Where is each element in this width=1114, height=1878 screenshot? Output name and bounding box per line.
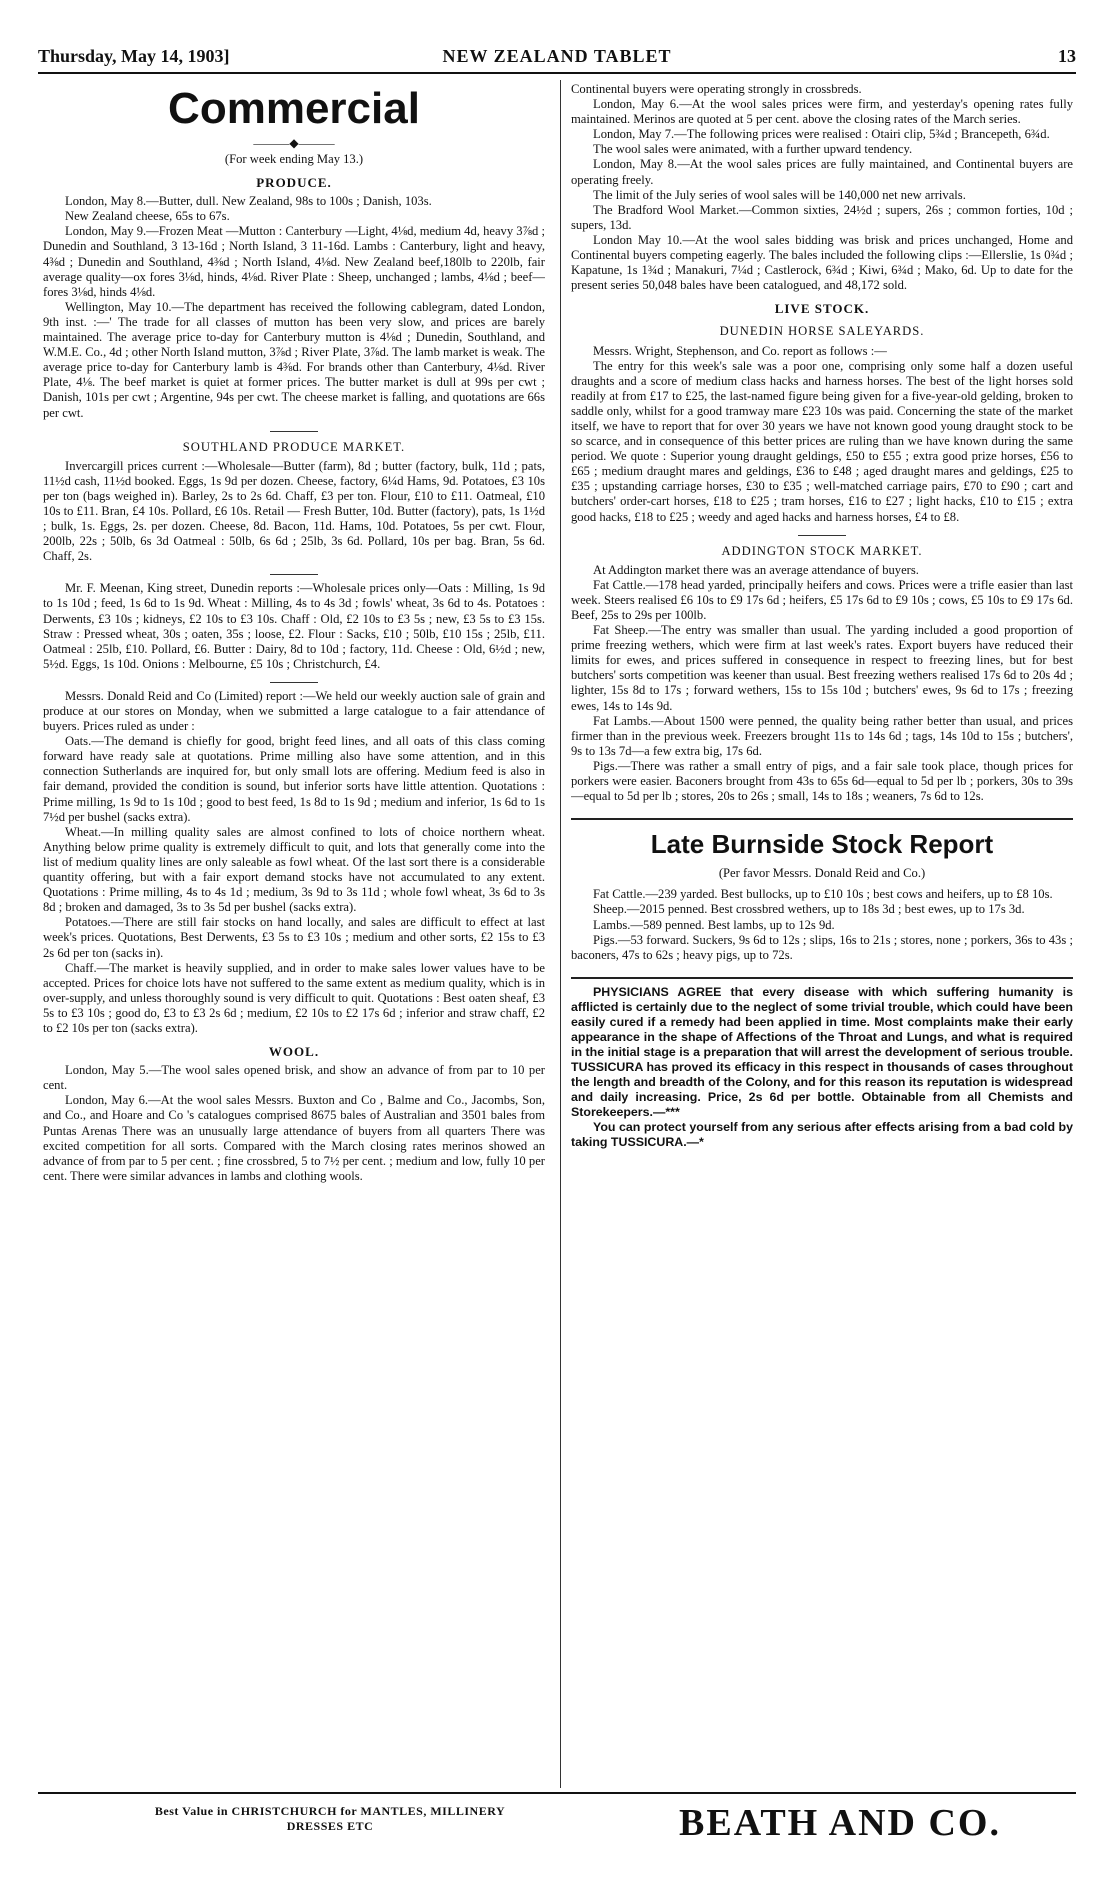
footer-advertisement: [0, 1800, 1114, 1846]
right-column: [571, 82, 1073, 1792]
produce-paragraph: Wellington, May 10.—The department has received the following cablegram, dated London, 9th inst. :—' The trade for all classes of mutton has been very slow, and prices are barely maintained. The average price to-day for Canterbury mutton is 4⅛d ; Dunedin, Southland, and W.M.E. Co., 4d ; other North Island mutton, 3⅞d ; River Plate, 3⅞d. The lamb market is weak. The average price to-day for Canterbury lamb is 4⅜d. For brands other than Canterbury, 4⅛d. River Plate, 4⅛. The beef market is quiet at former prices. The butter market is dull at 99s per cwt ; Danish, 101s per cwt ; Argentine, 94s per cwt. The cheese market is falling, and quotations are 66s per cwt.: [43, 299, 545, 420]
tussicura-advertisement: [571, 977, 1073, 1150]
column-divider: [560, 80, 561, 1788]
wool-paragraph: London, May 5.—The wool sales opened brisk, and show an advance of from par to 10 per cent.: [43, 1063, 545, 1093]
burnside-report-box: [571, 818, 1073, 963]
wool-continued-paragraph: London May 10.—At the wool sales bidding was brisk and prices unchanged, Home and Continental buyers competing eagerly. The bales included the following clips :—Ellerslie, 1s 0¾d ; Kapatune, 1s 1¾d ; Manakuri, 7¼d ; Castlerock, 6¾d ; Kiwi, 6¾d ; Mako, 6d. Up to date for the present series 50,048 bales have been catalogued, and 48,172 sold.: [571, 232, 1073, 293]
produce-paragraph: London, May 9.—Frozen Meat —Mutton : Canterbury —Light, 4⅛d, medium 4d, heavy 3⅞d ; Dunedin and Southland, 3 13-16d ; North Island, 3 11-16d. Lambs : Canterbury, light and heavy, 4⅜d ; Dunedin and Southland, 4⅜d ; North Island, 4⅛d. New Zealand beef,180lb to 220lb, fair average quality—ox fores 3⅛d, hinds, 4⅛d. River Plate : Sheep, unchanged ; lambs, 4⅛d ; beef—fores 3⅛d, hinds 4⅛d.: [43, 224, 545, 299]
reid-paragraph: Oats.—The demand is chiefly for good, bright feed lines, and all oats of this class coming forward have ready sale at quotations. Prime milling also have some attention, and in this connection Sutherlands are inquired for, but only small lots are offering. Medium feed is also in fair demand, provided the condition is sound, but inferior sorts have little attention. Quotations : Prime milling, 1s 9d to 1s 10d ; good to best feed, 1s 8d to 1s 9d ; medium and inferior, 1s 6d to 1s 7½d per bushel (sacks extra).: [43, 734, 545, 824]
produce-heading: PRODUCE.: [256, 175, 332, 191]
section-subtitle: (For week ending May 13.): [224, 152, 364, 166]
produce-paragraph: London, May 8.—Butter, dull. New Zealand, 98s to 100s ; Danish, 103s.: [65, 194, 432, 209]
short-rule: [270, 431, 318, 432]
ornament-divider: ———◆———: [253, 136, 335, 150]
reid-paragraph: Messrs. Donald Reid and Co (Limited) report :—We held our weekly auction sale of grain and produce at our stores on Monday, when we submitted a large catalogue to a fair attendance of buyers. Prices ruled as under :: [43, 688, 545, 734]
header-date: Thursday, May 14, 1903]: [38, 46, 230, 66]
advert-paragraph: PHYSICIANS AGREE that every disease with which suffering humanity is afflicted is certainly due to the neglect of some trivial trouble, which could have been easily cured if a remedy had been applied in time. Most complaints make their early appearance in the shape of Affections of the Throat and Lungs, and what is required in the initial stage is a preparation that will arrest the development of serious trouble. TUSSICURA has proved its efficacy in this respect in thousands of cases throughout the length and breadth of the Colony, and for this reason its reputation is widespread and daily increasing. Price, 2s 6d per bottle. Obtainable from all Chemists and Storekeepers.—***: [571, 984, 1073, 1119]
southland-heading: SOUTHLAND PRODUCE MARKET.: [182, 439, 406, 454]
addington-paragraph: Pigs.—There was rather a small entry of pigs, and a fair sale took place, though prices for porkers were easier. Baconers brought from 43s to 65s 6d—equal to 5d per lb ; porkers, 30s to 39s—equal to 5d per lb ; stores, 20s to 26s ; small, 14s to 18s ; weaners, 7s 6d to 12s.: [571, 758, 1073, 804]
wool-continued-paragraph: London, May 8.—At the wool sales prices are fully maintained, and Continental buyers are operating freely.: [571, 157, 1073, 187]
advert-paragraph: You can protect yourself from any serious after effects arising from a bad cold by taking TUSSICURA.—*: [571, 1119, 1073, 1149]
wool-continued-paragraph: London, May 6.—At the wool sales prices were firm, and yesterday's opening rates fully maintained. Merinos are quoted at 5 per cent. above the closing rates of the March series.: [571, 97, 1073, 127]
southland-paragraph: Invercargill prices current :—Wholesale—Butter (farm), 8d ; butter (factory, bulk, 11d ; pats, 11½d cash, 11½d booked. Eggs, 1s 9d per dozen. Cheese, factory, 6¼d Hams, 9d. Potatoes, £3 10s per ton (bags weighed in). Barley, 2s to 2s 6d. Chaff, £3 per ton. Flour, £10 to £11. Oatmeal, £10 10s to £11. Bran, £4 10s. Pollard, £6 10s. Retail — Fresh Butter, 10d. Butter (factory), pats, 1s 1½d ; bulk, 1s. Eggs, 2s. per dozen. Cheese, 8d. Bacon, 11d. Hams, 10d. Potatoes, 5s per cwt. Flour, 200lb, 22s ; 50lb, 6s 3d Oatmeal : 50lb, 6s 6d ; 25lb, 3s 6d. Pollard, 10s per bag. Bran, 5s 6d. Chaff, 2s.: [43, 458, 545, 564]
short-rule: [270, 574, 318, 575]
footer-left-line: DRESSES ETC: [286, 1819, 374, 1833]
addington-heading: ADDINGTON STOCK MARKET.: [721, 543, 923, 558]
section-title: Commercial: [168, 84, 420, 133]
footer-brand: BEATH AND CO.: [679, 1802, 1001, 1844]
burnside-credit: (Per favor Messrs. Donald Reid and Co.): [718, 866, 926, 881]
burnside-paragraph: Sheep.—2015 penned. Best crossbred wethers, up to 18s 3d ; best ewes, up to 17s 3d.: [593, 902, 1025, 917]
wool-continued-paragraph: London, May 7.—The following prices were realised : Otairi clip, 5¾d ; Brancepeth, 6¾d.: [593, 127, 1050, 142]
addington-paragraph: Fat Lambs.—About 1500 were penned, the quality being rather better than usual, and prices firmer than in the previous week. Freezers brought 11s to 14s 6d ; tags, 14s 10d to 15s ; butchers', 9s to 13s 7d—a few extra big, 17s 6d.: [571, 713, 1073, 758]
dunedin-heading: DUNEDIN HORSE SALEYARDS.: [719, 324, 925, 339]
burnside-paragraph: Fat Cattle.—239 yarded. Best bullocks, up to £10 10s ; best cows and heifers, up to £8 10s.: [593, 887, 1053, 902]
addington-paragraph: Fat Cattle.—178 head yarded, principally heifers and cows. Prices were a trifle easier than last week. Steers realised £6 10s to £9 17s 6d ; heifers, £5 17s 6d to £9 10s ; cows, £5 10s to £9 17s 6d. Beef, 25s to 29s per 100lb.: [571, 577, 1073, 622]
dunedin-paragraph: The entry for this week's sale was a poor one, comprising only some half a dozen useful draughts and a score of medium class hacks and harness horses. The best of the light horses sold readily at from £17 to £25, the last-named figure being given for a five-year-old gelding, broken to saddle only, whilst for a good tramway mare £23 10s was paid. Concerning the state of the market itself, we have to report that for over 30 years we have not known good young draught stock to be so scarce, and in consequence of this better prices are ruling than we have known during the same period. We quote : Superior young draught geldings, £50 to £55 ; extra good prize horses, £56 to £65 ; medium draught mares and geldings, £36 to £48 ; aged draught mares and geldings, £25 to £35 ; upstanding carriage horses, £30 to £35 ; well-matched carriage pairs, £70 to £90 ; cart and butchers' order-cart horses, £18 to £25 ; tram horses, £16 to £27 ; light hacks, £10 to £15 ; extra good hacks, £18 to £25 ; weedy and aged hacks and harness horses, £4 to £8.: [571, 358, 1073, 524]
produce-paragraph: New Zealand cheese, 65s to 67s.: [65, 209, 230, 224]
left-column: [43, 82, 545, 1788]
burnside-paragraph: Lambs.—589 penned. Best lambs, up to 12s 9d.: [593, 917, 835, 932]
header-rule: [38, 72, 1076, 74]
wool-heading: WOOL.: [268, 1044, 320, 1060]
dunedin-paragraph: Messrs. Wright, Stephenson, and Co. report as follows :—: [593, 343, 887, 358]
wool-continued-paragraph: The wool sales were animated, with a further upward tendency.: [593, 142, 913, 157]
reid-paragraph: Wheat.—In milling quality sales are almost confined to lots of choice northern wheat. Anything below prime quality is extremely difficult to quit, and lots that generally come into the list of medium quality lines are only saleable as fowl wheat. Of the last sort there is a considerable quantity offering, but with a fair export demand stocks have not accumulated to any extent. Quotations : Prime milling, 4s to 4s 1d ; medium, 3s 9d to 3s 11d ; whole fowl wheat, 3s 6d to 3s 8d ; broken and damaged, 3s to 3s 5d per bushel (sacks extra).: [43, 824, 545, 915]
running-header: [38, 46, 1076, 70]
header-page-number: 13: [1058, 46, 1076, 66]
burnside-heading: Late Burnside Stock Report: [650, 829, 994, 860]
livestock-heading: LIVE STOCK.: [774, 301, 870, 317]
meenan-paragraph: Mr. F. Meenan, King street, Dunedin reports :—Wholesale prices only—Oats : Milling, 1s 9d to 1s 10d ; feed, 1s 6d to 1s 9d. Wheat : Milling, 4s to 4s 3d ; fowls' wheat, 3s 6d to 4s. Potatoes : Derwents, £3 10s ; kidneys, £2 10s to £3 10s. Chaff : Old, £2 10s to £3 5s ; new, £3 5s to £3 15s. Straw : Pressed wheat, 30s ; oaten, 35s ; loose, £2. Flour : Sacks, £10 ; 50lb, £10 15s ; 25lb, £11. Oatmeal : 25lb, £10. Pollard, £6. Butter : Dairy, 8d to 10d ; factory, 11d. Cheese : Old, 6½d ; new, 5½d. Eggs, 1s 10d. Onions : Melbourne, £5 10s ; Christchurch, £4.: [43, 581, 545, 671]
addington-paragraph: Fat Sheep.—The entry was smaller than usual. The yarding included a good proportion of prime freezing wethers, which were firm at last week's rates. Export buyers have reduced their limits for ewes, and prices suffered in consequence in respect to freezing lines, but for best butchers' sorts competition was keener than usual. Best freezing wethers realised 17s 6d to 20s 4d ; lighter, 15s 8d to 17s ; forward wethers, 15s to 15s 10d ; butchers' ewes, 9s 6d to 17s ; freezing ewes, 14s to 14s 9d.: [571, 623, 1073, 713]
burnside-paragraph: Pigs.—53 forward. Suckers, 9s 6d to 12s ; slips, 16s to 21s ; stores, none ; porkers, 36s to 43s ; baconers, 47s to 62s ; heavy pigs, up to 72s.: [571, 932, 1073, 962]
wool-continued-paragraph: Continental buyers were operating strongly in crossbreds.: [571, 82, 862, 96]
short-rule: [270, 682, 318, 683]
footer-rule: [38, 1792, 1076, 1794]
footer-left-text: [100, 1804, 560, 1834]
footer-left-line: Best Value in CHRISTCHURCH for MANTLES, MILLINERY: [154, 1804, 506, 1818]
wool-continued-paragraph: The limit of the July series of wool sales will be 140,000 net new arrivals.: [593, 187, 966, 202]
reid-paragraph: Potatoes.—There are still fair stocks on hand locally, and sales are difficult to effect at last week's prices. Quotations, Best Derwents, £3 5s to £3 10s ; medium and other sorts, £2 15s to £3 2s 6d per ton (sacks in).: [43, 915, 545, 960]
short-rule: [798, 535, 846, 536]
reid-paragraph: Chaff.—The market is heavily supplied, and in order to make sales lower values have to be accepted. Prices for choice lots have not suffered to the same extent as medium quality, which is in over-supply, and unless thoroughly sound is very difficult to quit. Quotations : Best oaten sheaf, £3 5s to £3 10s ; good do, £3 to £3 2s 6d ; medium, £2 10s to £2 17s 6d ; inferior and straw chaff, £2 to £2 10s per ton (sacks extra).: [43, 960, 545, 1035]
addington-paragraph: At Addington market there was an average attendance of buyers.: [593, 562, 919, 577]
wool-paragraph: London, May 6.—At the wool sales Messrs. Buxton and Co , Balme and Co., Jacombs, Son, and Co., and Hoare and Co 's catalogues comprised 8675 bales of Australian and 3501 bales from Puntas Arenas There was an unusually large attendance of buyers from all quarters There was excited competition for all sorts. Compared with the March closing rates merinos showed an advance of from par to 5 per cent. ; fine crossbred, 5 to 7½ per cent. ; medium and low, fully 10 per cent. There were similar advances in lambs and clothing wools.: [43, 1093, 545, 1183]
wool-continued-paragraph: The Bradford Wool Market.—Common sixties, 24½d ; supers, 26s ; common forties, 10d ; supers, 13d.: [571, 202, 1073, 232]
header-masthead: NEW ZEALAND TABLET: [442, 46, 672, 66]
